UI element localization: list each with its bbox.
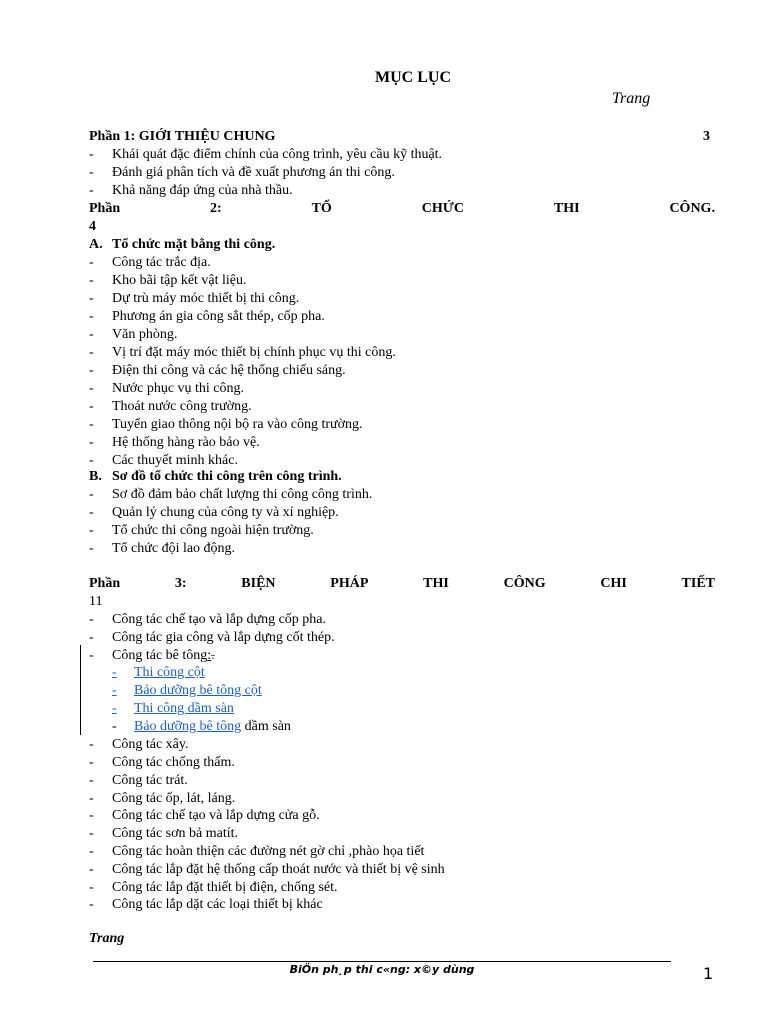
list-dash: - [89,345,94,360]
list-dash: - [112,719,117,734]
list-item-text: Văn phòng. [112,327,178,342]
list-item [89,861,715,879]
list-item [89,344,715,362]
list-dash: - [89,417,94,432]
subitem-link[interactable]: Bảo dưỡng bê tông cột [134,683,262,698]
list-item-text [134,718,291,736]
concrete-subitem [89,718,715,736]
list-item-text: Công tác gia công và lắp dựng cốt thép. [112,630,335,645]
heading-word: THI [553,201,580,216]
part1-heading-row [89,128,715,146]
list-dash: - [89,612,94,627]
list-item [89,164,715,182]
list-item-text: Kho bãi tập kết vật liệu. [112,273,247,288]
list-item [89,146,715,164]
list-dash: - [89,862,94,877]
list-item-text: Nước phục vụ thi công. [112,381,245,396]
list-dash: - [89,165,94,180]
list-item [89,736,715,754]
list-item [89,416,715,434]
list-item [89,326,715,344]
list-dash: - [89,453,94,468]
toc-title: MỤC LỤC [375,69,451,86]
list-item-text: Điện thi công và các hệ thống chiếu sáng. [112,363,346,378]
list-item-concrete [89,647,715,665]
heading-word: Phần [89,576,121,591]
heading-word: PHÁP [330,576,369,591]
list-item-text: Công tác chế tạo và lắp dựng cửa gỗ. [112,808,320,823]
heading-word: TỔ [311,201,332,216]
heading-word: THI [423,576,449,591]
inserted-colon: : [207,648,212,663]
list-item [89,790,715,808]
list-dash: - [89,381,94,396]
list-item-text: Tuyến giao thông nội bộ ra vào công trường. [112,417,363,432]
list-dash: - [89,327,94,342]
list-dash: - [89,844,94,859]
list-item [89,896,715,914]
list-item-text: Quản lý chung của công ty và xí nghiệp. [112,505,339,520]
list-item-text: Các thuyết minh khác. [112,453,238,468]
list-dash: - [89,505,94,520]
list-item [89,254,715,272]
list-item-text: Công tác chống thấm. [112,755,235,770]
concrete-label: Công tác bê tông [112,648,208,663]
deleted-period: . [211,648,215,663]
footer-page-number: 1 [703,964,714,983]
list-item [89,398,715,416]
list-dash: - [89,880,94,895]
footer-divider [93,961,671,962]
list-item-text: Phương án gia công sắt thép, cốp pha. [112,309,325,324]
list-item [89,182,715,200]
part2-page-number: 4 [89,219,96,234]
list-dash: - [89,808,94,823]
heading-word: CHI [600,576,627,591]
list-dash: - [89,648,94,663]
list-item [89,486,715,504]
list-item-text: Vị trí đặt máy móc thiết bị chính phục vụ thi công. [112,345,396,360]
heading-word: CÔNG. [669,201,715,216]
list-item-text: Khả năng đáp ứng của nhà thầu. [112,183,293,198]
list-dash: - [89,399,94,414]
subitem-rest: dầm sàn [241,719,291,734]
list-item-text [112,647,215,665]
list-dash: - [112,665,117,680]
list-item [89,434,715,452]
list-dash: - [89,897,94,912]
heading-word: 3: [174,576,187,591]
list-item [89,290,715,308]
list-item-text: Công tác lắp đặt hệ thống cấp thoát nước và thiết bị vệ sinh [112,862,445,877]
list-item-text: Công tác trắc địa. [112,255,211,270]
list-item-text: Hệ thống hàng rào bảo vệ. [112,435,260,450]
list-item-text: Khái quát đặc điểm chính của công trình, yêu cầu kỹ thuật. [112,147,443,162]
list-dash: - [89,435,94,450]
list-dash: - [89,791,94,806]
list-dash: - [89,630,94,645]
list-dash: - [89,487,94,502]
section-letter: A. [89,237,103,252]
list-item [89,380,715,398]
list-item [89,540,715,558]
footer-running-title: BiÖn ph¸p thi c«ng: x©y dùng [289,963,475,976]
list-item-text: Công tác xây. [112,737,189,752]
heading-word: 2: [210,201,222,216]
list-item [89,772,715,790]
part1-heading: Phần 1: GIỚI THIỆU CHUNG [89,129,276,144]
subitem-link[interactable]: Thi công cột [134,665,205,680]
list-item [89,272,715,290]
section-title: Sơ đồ tổ chức thi công trên công trình. [112,469,342,484]
list-item [89,879,715,897]
list-dash: - [89,255,94,270]
list-item [89,843,715,861]
list-dash: - [89,737,94,752]
part2-heading [89,200,715,218]
list-item-text: Công tác trát. [112,773,188,788]
list-item [89,807,715,825]
section-letter: B. [89,469,102,484]
list-dash: - [89,273,94,288]
list-dash: - [89,147,94,162]
page-column-label: Trang [612,90,651,107]
list-item-text: Công tác lắp đặt thiết bị điện, chống sét. [112,880,338,895]
heading-word: Phần [89,201,121,216]
list-item-text: Công tác chế tạo và lắp dựng cốp pha. [112,612,327,627]
section-b-heading [89,468,715,486]
list-dash: - [89,363,94,378]
list-dash: - [112,683,117,698]
list-dash: - [89,826,94,841]
concrete-subitem[interactable] [89,682,715,700]
list-item [89,522,715,540]
list-dash: - [89,541,94,556]
part1-page-number: 3 [703,129,710,144]
list-item-text: Công tác lắp dặt các loại thiết bị khác [112,897,323,912]
list-item [89,611,715,629]
list-dash: - [112,701,117,716]
list-item-text: Dự trù máy móc thiết bị thi công. [112,291,300,306]
concrete-subitem[interactable] [89,700,715,718]
list-item [89,629,715,647]
heading-word: CÔNG [503,576,546,591]
change-bar [80,645,81,735]
list-item [89,754,715,772]
part3-heading [89,575,715,593]
subitem-link[interactable]: Bảo dưỡng bê tông [134,719,242,734]
list-dash: - [89,755,94,770]
list-dash: - [89,523,94,538]
list-item-text: Sơ đồ đảm bảo chất lượng thi công công trình. [112,487,373,502]
list-item-text: Thoát nước công trường. [112,399,252,414]
list-dash: - [89,183,94,198]
part3-page-number: 11 [89,594,103,609]
list-dash: - [89,773,94,788]
heading-word: TIẾT [681,576,715,591]
subitem-link[interactable]: Thi công dầm sàn [134,701,234,716]
heading-word: CHỨC [421,201,464,216]
list-item [89,362,715,380]
list-dash: - [89,291,94,306]
list-item-text: Công tác hoàn thiện các đường nét gờ chỉ ,phào họa tiết [112,844,425,859]
list-item-text: Công tác ốp, lát, láng. [112,791,236,806]
bottom-trang-label: Trang [89,931,125,946]
list-item-text: Tổ chức thi công ngoài hiện trường. [112,523,314,538]
list-item [89,825,715,843]
list-item-text: Đánh giá phân tích và đề xuất phương án thi công. [112,165,395,180]
heading-word: BIỆN [241,576,276,591]
list-dash: - [89,309,94,324]
list-item [89,504,715,522]
section-a-heading [89,236,715,254]
concrete-subitem[interactable] [89,664,715,682]
section-title: Tổ chức mặt bằng thi công. [112,237,276,252]
list-item-text: Tổ chức đội lao động. [112,541,236,556]
list-item [89,308,715,326]
list-item-text: Công tác sơn bả matít. [112,826,238,841]
